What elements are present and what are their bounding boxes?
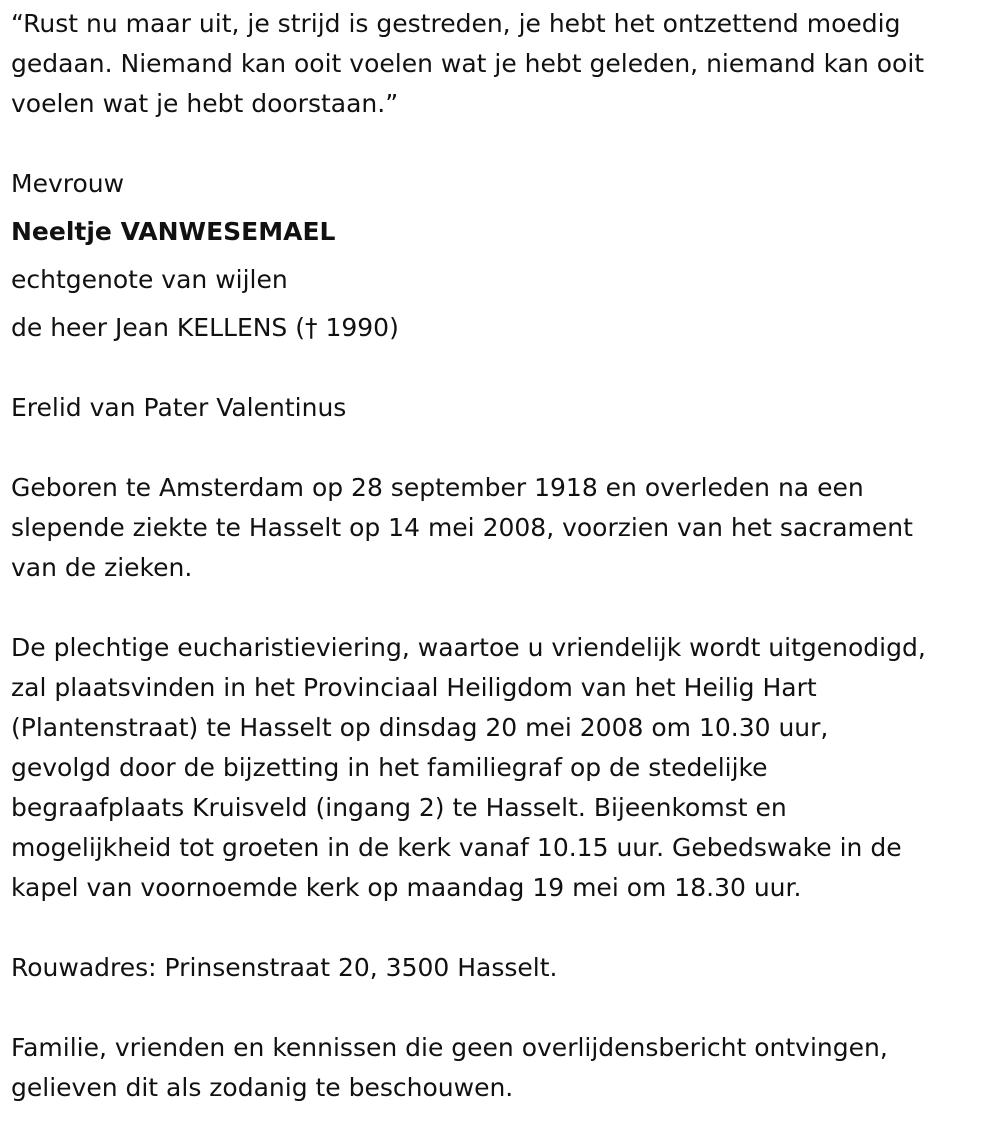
birth-death-line: Geboren te Amsterdam op 28 september 1918 en overleden na een <box>11 473 864 502</box>
closing-line: gelieven dit als zodanig te beschouwen. <box>11 1073 514 1102</box>
address-text: Rouwadres: Prinsenstraat 20, 3500 Hasselt. <box>11 953 558 982</box>
deceased-name: Neeltje VANWESEMAEL <box>11 217 336 246</box>
ceremony-line: gevolgd door de bijzetting in het familiegraf op de stedelijke <box>11 753 768 782</box>
birth-death-block <box>11 468 1000 588</box>
birth-death-line: van de zieken. <box>11 553 193 582</box>
birth-death-line: slepende ziekte te Hasselt op 14 mei 2008, voorzien van het sacrament <box>11 513 913 542</box>
spouse-text: de heer Jean KELLENS († 1990) <box>11 313 399 342</box>
relation-text: echtgenote van wijlen <box>11 265 288 294</box>
ceremony-line: (Plantenstraat) te Hasselt op dinsdag 20 mei 2008 om 10.30 uur, <box>11 713 829 742</box>
ceremony-line: begraafplaats Kruisveld (ingang 2) te Hasselt. Bijeenkomst en <box>11 793 787 822</box>
quote-line: voelen wat je hebt doorstaan.” <box>11 89 399 118</box>
quote-block <box>11 4 1000 124</box>
ceremony-line: kapel van voornoemde kerk op maandag 19 mei om 18.30 uur. <box>11 873 802 902</box>
closing-block <box>11 1028 1000 1108</box>
ceremony-line: De plechtige eucharistieviering, waartoe u vriendelijk wordt uitgenodigd, <box>11 633 926 662</box>
closing-line: Familie, vrienden en kennissen die geen overlijdensbericht ontvingen, <box>11 1033 888 1062</box>
ceremony-line: mogelijkheid tot groeten in de kerk vanaf 10.15 uur. Gebedswake in de <box>11 833 902 862</box>
quote-line: “Rust nu maar uit, je strijd is gestreden, je hebt het ontzettend moedig <box>11 9 901 38</box>
quote-line: gedaan. Niemand kan ooit voelen wat je hebt geleden, niemand kan ooit <box>11 49 925 78</box>
ceremony-line: zal plaatsvinden in het Provinciaal Heiligdom van het Heilig Hart <box>11 673 817 702</box>
title-text: Mevrouw <box>11 169 125 198</box>
address-block <box>11 948 1000 988</box>
ceremony-block <box>11 628 1000 908</box>
identity-block <box>11 164 1000 348</box>
honor-block <box>11 388 1000 428</box>
honor-text: Erelid van Pater Valentinus <box>11 393 347 422</box>
